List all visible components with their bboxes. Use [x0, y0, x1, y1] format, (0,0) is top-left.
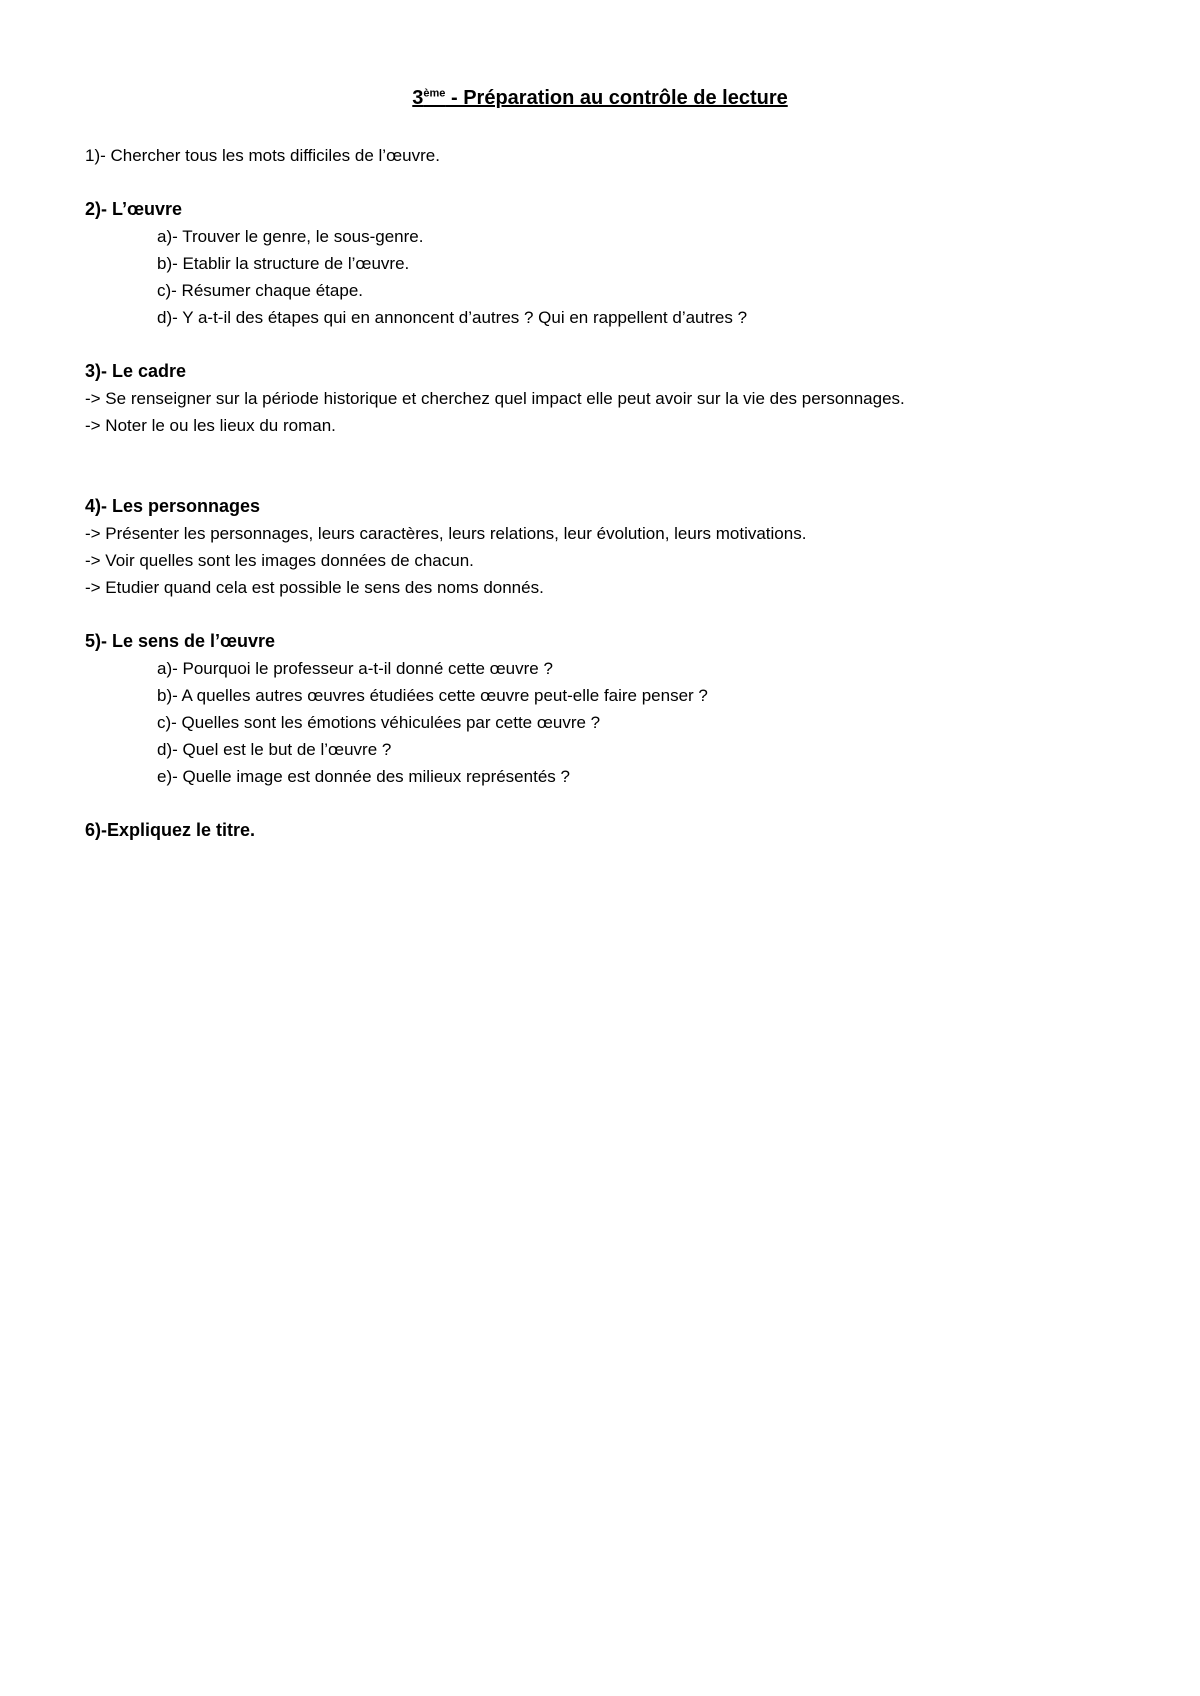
- section-2-item: c)- Résumer chaque étape.: [157, 281, 363, 300]
- section-5-item: e)- Quelle image est donnée des milieux représentés ?: [157, 767, 570, 786]
- section-2-heading: 2)- L’œuvre: [85, 199, 183, 219]
- section-6-heading: 6)-Expliquez le titre.: [85, 820, 256, 840]
- document-body: [85, 142, 1145, 844]
- section-4-heading: 4)- Les personnages: [85, 496, 261, 516]
- section-1-text: 1)- Chercher tous les mots difficiles de l’œuvre.: [85, 146, 440, 165]
- section-2-item: b)- Etablir la structure de l’œuvre.: [157, 254, 410, 273]
- section-3-heading: 3)- Le cadre: [85, 361, 187, 381]
- section-5-heading: 5)- Le sens de l’œuvre: [85, 631, 276, 651]
- section-5-item: d)- Quel est le but de l’œuvre ?: [157, 740, 392, 759]
- section-5-item: c)- Quelles sont les émotions véhiculées par cette œuvre ?: [157, 713, 601, 732]
- spacer: [85, 439, 1145, 493]
- section-4-item: -> Etudier quand cela est possible le sens des noms donnés.: [85, 578, 544, 597]
- section-5-item: b)- A quelles autres œuvres étudiées cette œuvre peut-elle faire penser ?: [157, 686, 708, 705]
- title-number: 3: [412, 87, 424, 109]
- section-4-item: -> Voir quelles sont les images données de chacun.: [85, 551, 474, 570]
- spacer: [85, 169, 1145, 196]
- spacer: [85, 790, 1145, 817]
- section-2-item: a)- Trouver le genre, le sous-genre.: [157, 227, 424, 246]
- spacer: [85, 601, 1145, 628]
- spacer: [85, 331, 1145, 358]
- title-superscript: ème: [423, 87, 446, 100]
- title-text: - Préparation au contrôle de lecture: [445, 87, 788, 109]
- section-4-item: -> Présenter les personnages, leurs caractères, leurs relations, leur évolution, leurs motivations.: [85, 524, 807, 543]
- page-title: [0, 86, 1200, 110]
- section-5-item: a)- Pourquoi le professeur a-t-il donné cette œuvre ?: [157, 659, 553, 678]
- section-3-item: -> Noter le ou les lieux du roman.: [85, 416, 336, 435]
- section-3-item: -> Se renseigner sur la période historique et cherchez quel impact elle peut avoir sur la vie des personnages.: [85, 389, 905, 408]
- section-2-item: d)- Y a-t-il des étapes qui en annoncent d’autres ? Qui en rappellent d’autres ?: [157, 308, 748, 327]
